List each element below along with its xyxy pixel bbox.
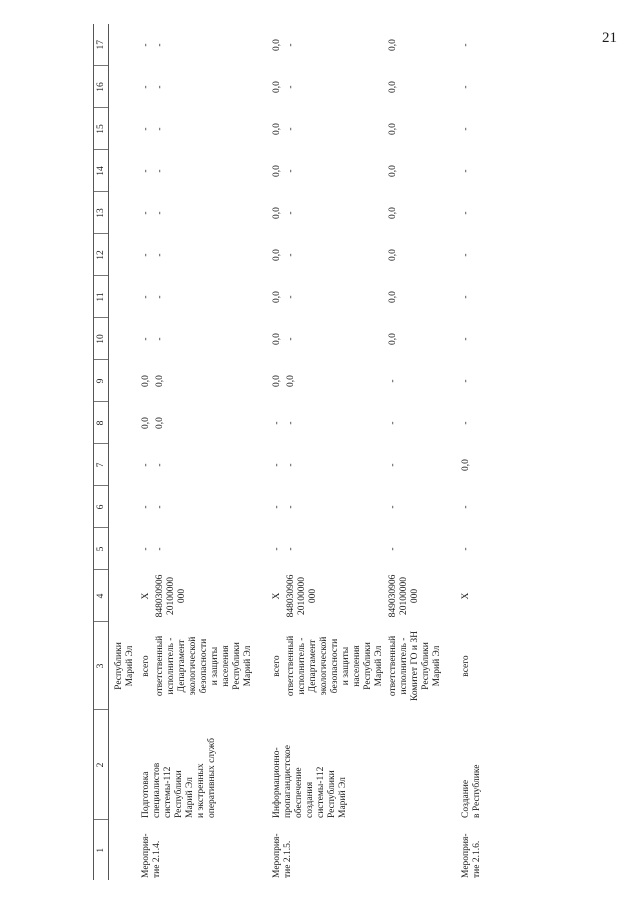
column-header-7: 7 [94, 444, 109, 486]
column-header-5: 5 [94, 528, 109, 570]
text-line: 20100000 [166, 577, 176, 615]
value-cell: - [272, 463, 282, 467]
text-line: ответственный [286, 635, 296, 697]
value-cell: - [141, 547, 151, 551]
text-line: системы-112 [163, 766, 173, 818]
value-cell: - [286, 211, 296, 215]
value-cell: - [141, 505, 151, 509]
value-cell: 0,0 [272, 375, 282, 387]
empty-cell [109, 570, 137, 622]
measure-id-cell [267, 820, 443, 880]
text-line: Х [272, 592, 282, 600]
responsible-cell [267, 622, 283, 710]
text-line: всего [461, 655, 471, 677]
value-cell: - [286, 505, 296, 509]
value-cell: - [388, 505, 398, 509]
text-line: Республики [232, 642, 242, 690]
empty-cell [109, 276, 137, 318]
measure-name-cell [136, 710, 254, 820]
page-number: 21 [602, 30, 617, 46]
text-line: Республики [114, 642, 124, 690]
value-cell: 0,0 [155, 375, 165, 387]
text-line: 000 [177, 588, 187, 604]
column-header-4: 4 [94, 570, 109, 622]
empty-cell [109, 108, 137, 150]
text-line: Республики [327, 770, 337, 818]
measure-id-cell [136, 820, 254, 880]
value-cell: 0,0 [388, 81, 398, 93]
text-line: Марий Эл [432, 645, 442, 687]
text-line: и защиты [341, 646, 351, 686]
value-cell: - [461, 421, 471, 425]
measure-id-part: тие 2.1.4. [152, 840, 162, 878]
budget-code-cell [152, 570, 254, 622]
budget-code-cell [283, 570, 385, 622]
empty-cell [109, 192, 137, 234]
empty-cell [109, 402, 137, 444]
text-line: Марий Эл [338, 777, 348, 818]
value-cell: - [461, 547, 471, 551]
value-cell: 0,0 [388, 123, 398, 135]
text-line: Х [461, 592, 471, 600]
empty-cell [109, 486, 137, 528]
row-gap [483, 24, 496, 880]
text-line: безопасности [330, 638, 340, 694]
value-cell: - [141, 253, 151, 257]
value-cell: - [155, 463, 165, 467]
empty-cell [109, 150, 137, 192]
value-cell: 0,0 [272, 249, 282, 261]
empty-cell [109, 360, 137, 402]
measure-id-part: Мероприя- [461, 833, 471, 878]
column-header-6: 6 [94, 486, 109, 528]
text-line: Информационно- [272, 747, 282, 818]
value-cell: 0,0 [388, 39, 398, 51]
value-cell: 0,0 [388, 333, 398, 345]
text-line: 849030906 [388, 574, 398, 618]
text-line: пропагандистское [283, 745, 293, 818]
value-cell: - [155, 295, 165, 299]
value-cell: 0,0 [286, 375, 296, 387]
text-line: Подготовка [141, 771, 151, 818]
empty-cell [109, 234, 137, 276]
text-line: Марий Эл [374, 645, 384, 687]
text-line: населения [352, 645, 362, 687]
gap-cell [443, 24, 456, 880]
text-line: населения [221, 645, 231, 687]
value-cell: - [141, 85, 151, 89]
row-gap [443, 24, 456, 880]
text-line: и защиты [210, 646, 220, 686]
budget-code-cell [136, 570, 152, 622]
responsible-cell [136, 622, 152, 710]
value-cell: - [272, 547, 282, 551]
value-cell: - [461, 127, 471, 131]
text-line: Марий Эл [243, 645, 253, 687]
text-line: всего [141, 655, 151, 677]
column-header-11: 11 [94, 276, 109, 318]
value-cell: - [461, 337, 471, 341]
value-cell: 0,0 [272, 165, 282, 177]
empty-cell [109, 24, 137, 66]
value-cell: - [286, 295, 296, 299]
value-cell: - [286, 169, 296, 173]
value-cell: 0,0 [461, 459, 471, 471]
value-cell: - [155, 85, 165, 89]
column-header-16: 16 [94, 66, 109, 108]
responsible-cell [456, 622, 483, 710]
text-line: обеспечение [294, 767, 304, 818]
measure-name-cell [267, 710, 443, 820]
value-cell: - [286, 127, 296, 131]
value-cell: - [141, 211, 151, 215]
value-cell: - [461, 211, 471, 215]
value-cell: - [155, 127, 165, 131]
row-gap [254, 24, 267, 880]
table-row [456, 24, 483, 880]
table-row [136, 24, 152, 880]
budget-code-cell [456, 570, 483, 622]
measure-id-part: тие 2.1.6. [472, 840, 482, 878]
value-cell: - [155, 43, 165, 47]
value-cell: 0,0 [388, 249, 398, 261]
continuation-row [109, 24, 137, 880]
value-cell: - [461, 85, 471, 89]
measure-id-part: Мероприя- [141, 833, 151, 878]
value-cell: - [141, 169, 151, 173]
rotated-table-frame [93, 30, 613, 880]
value-cell: 0,0 [141, 375, 151, 387]
budget-code-cell [385, 570, 443, 622]
measure-id-cell [456, 820, 483, 880]
text-line: ответственный [155, 635, 165, 697]
text-line: системы-112 [316, 766, 326, 818]
value-cell: - [286, 547, 296, 551]
text-line: экологической [188, 636, 198, 696]
table-body [109, 24, 497, 880]
text-line: исполнитель - [166, 637, 176, 695]
value-cell: - [141, 127, 151, 131]
measure-name-cell [456, 710, 483, 820]
value-cell: - [461, 379, 471, 383]
empty-cell [109, 318, 137, 360]
value-cell: 0,0 [272, 39, 282, 51]
value-cell: - [272, 421, 282, 425]
value-cell: - [388, 379, 398, 383]
value-cell: - [141, 43, 151, 47]
text-line: 000 [410, 588, 420, 604]
value-cell: - [286, 463, 296, 467]
value-cell: - [388, 547, 398, 551]
value-cell: 0,0 [272, 81, 282, 93]
text-line: Департамент [308, 639, 318, 693]
value-cell: - [461, 295, 471, 299]
value-cell: - [141, 463, 151, 467]
column-header-15: 15 [94, 108, 109, 150]
text-line: Марий Эл [125, 645, 135, 687]
column-header-17: 17 [94, 24, 109, 66]
responsible-cell [283, 622, 385, 710]
value-cell: 0,0 [155, 417, 165, 429]
text-line: исполнитель - [297, 637, 307, 695]
value-cell: 0,0 [272, 123, 282, 135]
empty-cell [109, 710, 137, 820]
value-cell: - [141, 295, 151, 299]
column-header-1: 1 [94, 820, 109, 880]
empty-cell [109, 66, 137, 108]
value-cell: - [141, 337, 151, 341]
value-cell: - [272, 505, 282, 509]
text-line: исполнитель - [399, 637, 409, 695]
value-cell: - [461, 505, 471, 509]
value-cell: - [286, 337, 296, 341]
value-cell: - [461, 253, 471, 257]
value-cell: - [155, 505, 165, 509]
text-line: Х [141, 592, 151, 600]
text-line: 848030906 [155, 574, 165, 618]
budget-table [93, 24, 496, 880]
value-cell: - [155, 337, 165, 341]
text-line: в Республике [472, 764, 482, 818]
value-cell: 0,0 [388, 291, 398, 303]
empty-cell [109, 528, 137, 570]
text-line: 20100000 [297, 577, 307, 615]
text-line: всего [272, 655, 282, 677]
value-cell: - [388, 421, 398, 425]
column-header-row [94, 24, 109, 880]
text-line: ответственный [388, 635, 398, 697]
value-cell: - [461, 169, 471, 173]
text-line: экологической [319, 636, 329, 696]
value-cell: - [155, 211, 165, 215]
text-line: Создание [461, 779, 471, 818]
value-cell: 0,0 [272, 333, 282, 345]
empty-cell [109, 820, 137, 880]
measure-id-part: тие 2.1.5. [283, 840, 293, 878]
text-line: Республики [174, 770, 184, 818]
value-cell: - [155, 547, 165, 551]
table-row [267, 24, 283, 880]
text-line: 000 [308, 588, 318, 604]
column-header-8: 8 [94, 402, 109, 444]
value-cell: - [286, 421, 296, 425]
value-cell: 0,0 [272, 291, 282, 303]
responsible-cell [385, 622, 443, 710]
text-line: 20100000 [399, 577, 409, 615]
text-line: Республики [363, 642, 373, 690]
text-line: безопасности [199, 638, 209, 694]
text-line: оперативных служб [207, 738, 217, 818]
column-header-2: 2 [94, 710, 109, 820]
gap-cell [483, 24, 496, 880]
value-cell: 0,0 [141, 417, 151, 429]
text-line: создания [305, 781, 315, 818]
value-cell: - [155, 169, 165, 173]
text-line: Департамент [177, 639, 187, 693]
column-header-9: 9 [94, 360, 109, 402]
empty-cell [109, 444, 137, 486]
value-cell: 0,0 [272, 207, 282, 219]
column-header-13: 13 [94, 192, 109, 234]
budget-code-cell [267, 570, 283, 622]
text-line: 848030906 [286, 574, 296, 618]
column-header-3: 3 [94, 622, 109, 710]
continuation-cell [109, 622, 137, 710]
value-cell: - [286, 85, 296, 89]
measure-id-part: Мероприя- [272, 833, 282, 878]
value-cell: 0,0 [388, 207, 398, 219]
responsible-cell [152, 622, 254, 710]
text-line: Республики [421, 642, 431, 690]
text-line: Комитет ГО и ЗН [410, 631, 420, 701]
value-cell: - [388, 463, 398, 467]
value-cell: 0,0 [388, 165, 398, 177]
column-header-12: 12 [94, 234, 109, 276]
value-cell: - [461, 43, 471, 47]
text-line: и экстренных [196, 763, 206, 818]
column-header-14: 14 [94, 150, 109, 192]
value-cell: - [286, 43, 296, 47]
text-line: специалистов [152, 762, 162, 818]
column-header-10: 10 [94, 318, 109, 360]
text-line: Марий Эл [185, 777, 195, 818]
value-cell: - [155, 253, 165, 257]
gap-cell [254, 24, 267, 880]
value-cell: - [286, 253, 296, 257]
